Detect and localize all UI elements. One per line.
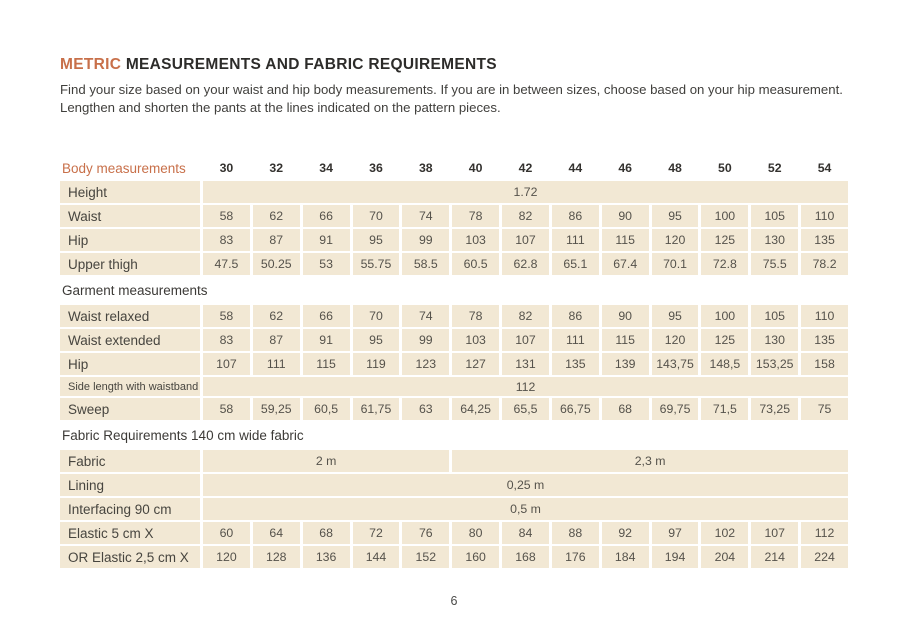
value-cell: 99 — [402, 329, 449, 351]
value-cell: 64 — [253, 522, 300, 544]
row-label: Elastic 5 cm X — [60, 522, 200, 544]
value-cell: 64,25 — [452, 398, 499, 420]
value-cell: 127 — [452, 353, 499, 375]
value-cell: 87 — [253, 329, 300, 351]
value-cell: 102 — [701, 522, 748, 544]
value-cell: 55.75 — [353, 253, 400, 275]
row-label: Hip — [60, 229, 200, 251]
value-cell: 111 — [552, 329, 599, 351]
value-cell: 130 — [751, 329, 798, 351]
value-cell: 88 — [552, 522, 599, 544]
value-cell: 107 — [203, 353, 250, 375]
value-cell: 60 — [203, 522, 250, 544]
value-cell: 125 — [701, 229, 748, 251]
value-cell: 119 — [353, 353, 400, 375]
value-cell: 59,25 — [253, 398, 300, 420]
size-header-34: 34 — [319, 161, 333, 175]
size-header-38: 38 — [418, 161, 433, 175]
value-cell: 69,75 — [652, 398, 699, 420]
value-cell: 148,5 — [701, 353, 748, 375]
row-label: Waist extended — [60, 329, 200, 351]
value-cell: 70 — [353, 305, 400, 327]
value-cell: 73,25 — [751, 398, 798, 420]
value-cell: 62 — [253, 305, 300, 327]
value-cell: 111 — [253, 353, 300, 375]
value-cell: 90 — [602, 205, 649, 227]
value-cell: 68 — [303, 522, 350, 544]
row-label: Upper thigh — [60, 253, 200, 275]
value-cell: 62 — [253, 205, 300, 227]
value-cell: 204 — [701, 546, 748, 568]
value-cell: 60.5 — [452, 253, 499, 275]
merged-value-cell: 0,5 m — [203, 498, 848, 520]
merged-value-cell: 1.72 — [203, 181, 848, 203]
title-rest: MEASUREMENTS AND FABRIC REQUIREMENTS — [121, 56, 497, 73]
value-cell: 107 — [502, 329, 549, 351]
value-cell: 76 — [402, 522, 449, 544]
value-cell: 90 — [602, 305, 649, 327]
value-cell: 103 — [452, 329, 499, 351]
page-title — [60, 56, 848, 74]
value-cell: 78 — [452, 205, 499, 227]
value-cell: 139 — [602, 353, 649, 375]
table-header-label: Body measurements — [62, 160, 186, 176]
value-cell: 95 — [353, 329, 400, 351]
row-label: Height — [60, 181, 200, 203]
row-label: Waist relaxed — [60, 305, 200, 327]
value-cell: 65.1 — [552, 253, 599, 275]
size-header-46: 46 — [618, 161, 633, 175]
row-label: OR Elastic 2,5 cm X — [60, 546, 200, 568]
value-cell: 130 — [751, 229, 798, 251]
section-header: Garment measurements — [62, 282, 208, 298]
value-cell: 70 — [353, 205, 400, 227]
value-cell: 91 — [303, 329, 350, 351]
value-cell: 78 — [452, 305, 499, 327]
value-cell: 83 — [203, 329, 250, 351]
value-cell: 160 — [452, 546, 499, 568]
value-cell: 214 — [751, 546, 798, 568]
value-cell: 100 — [701, 205, 748, 227]
value-cell: 74 — [402, 305, 449, 327]
merged-value-cell: 0,25 m — [203, 474, 848, 496]
value-cell: 72 — [353, 522, 400, 544]
value-cell: 110 — [801, 305, 848, 327]
value-cell: 143,75 — [652, 353, 699, 375]
value-cell: 80 — [452, 522, 499, 544]
value-cell: 95 — [652, 205, 699, 227]
value-cell: 53 — [303, 253, 350, 275]
value-cell: 58 — [203, 305, 250, 327]
value-cell: 75.5 — [751, 253, 798, 275]
value-cell: 82 — [502, 305, 549, 327]
row-label: Side length with waistband — [60, 377, 200, 396]
value-cell: 87 — [253, 229, 300, 251]
value-cell: 184 — [602, 546, 649, 568]
value-cell: 115 — [602, 229, 649, 251]
value-cell: 66 — [303, 305, 350, 327]
value-cell: 168 — [502, 546, 549, 568]
value-cell: 62.8 — [502, 253, 549, 275]
value-cell: 107 — [751, 522, 798, 544]
section-header: Fabric Requirements 140 cm wide fabric — [62, 427, 304, 443]
value-cell: 125 — [701, 329, 748, 351]
size-header-30: 30 — [219, 161, 234, 175]
value-cell: 50.25 — [253, 253, 300, 275]
size-header-40: 40 — [468, 161, 483, 175]
value-cell: 123 — [402, 353, 449, 375]
value-cell: 100 — [701, 305, 748, 327]
value-cell: 71,5 — [701, 398, 748, 420]
size-header-54: 54 — [817, 161, 832, 175]
size-header-50: 50 — [718, 161, 732, 175]
value-cell: 83 — [203, 229, 250, 251]
value-cell: 75 — [801, 398, 848, 420]
intro-text: Find your size based on your waist and hip body measurements. If you are in between sizes, choose based on your hip measurement. Lengthen and shorten the pants at the lines indicated on the pattern pieces. — [60, 82, 843, 115]
value-cell: 95 — [353, 229, 400, 251]
title-accent: METRIC — [60, 56, 122, 73]
size-header-42: 42 — [518, 161, 533, 175]
size-header-44: 44 — [568, 161, 583, 175]
value-cell: 144 — [353, 546, 400, 568]
value-cell: 58 — [203, 398, 250, 420]
value-cell: 82 — [502, 205, 549, 227]
size-header-52: 52 — [767, 161, 782, 175]
value-cell: 111 — [552, 229, 599, 251]
value-cell: 115 — [602, 329, 649, 351]
value-cell: 120 — [652, 229, 699, 251]
size-header-32: 32 — [269, 161, 284, 175]
value-cell: 72.8 — [701, 253, 748, 275]
value-cell: 105 — [751, 205, 798, 227]
value-cell: 65,5 — [502, 398, 549, 420]
merged-value-cell: 2 m — [203, 450, 449, 472]
value-cell: 112 — [801, 522, 848, 544]
value-cell: 66 — [303, 205, 350, 227]
value-cell: 176 — [552, 546, 599, 568]
size-header-36: 36 — [369, 161, 383, 175]
value-cell: 158 — [801, 353, 848, 375]
measurement-table — [60, 157, 848, 568]
value-cell: 120 — [652, 329, 699, 351]
value-cell: 70.1 — [652, 253, 699, 275]
value-cell: 86 — [552, 305, 599, 327]
value-cell: 95 — [652, 305, 699, 327]
value-cell: 105 — [751, 305, 798, 327]
value-cell: 67.4 — [602, 253, 649, 275]
value-cell: 92 — [602, 522, 649, 544]
page-number: 6 — [450, 594, 458, 608]
value-cell: 58.5 — [402, 253, 449, 275]
value-cell: 47.5 — [203, 253, 250, 275]
value-cell: 136 — [303, 546, 350, 568]
value-cell: 66,75 — [552, 398, 599, 420]
merged-value-cell: 2,3 m — [452, 450, 848, 472]
value-cell: 110 — [801, 205, 848, 227]
row-label: Sweep — [60, 398, 200, 420]
value-cell: 128 — [253, 546, 300, 568]
row-label: Waist — [60, 205, 200, 227]
merged-value-cell: 112 — [203, 377, 848, 396]
value-cell: 68 — [602, 398, 649, 420]
value-cell: 91 — [303, 229, 350, 251]
value-cell: 107 — [502, 229, 549, 251]
value-cell: 135 — [801, 229, 848, 251]
value-cell: 58 — [203, 205, 250, 227]
value-cell: 224 — [801, 546, 848, 568]
value-cell: 78.2 — [801, 253, 848, 275]
value-cell: 135 — [801, 329, 848, 351]
row-label: Interfacing 90 cm — [60, 498, 200, 520]
row-label: Hip — [60, 353, 200, 375]
size-header-48: 48 — [668, 161, 682, 175]
value-cell: 84 — [502, 522, 549, 544]
row-label: Lining — [60, 474, 200, 496]
value-cell: 99 — [402, 229, 449, 251]
value-cell: 61,75 — [353, 398, 400, 420]
value-cell: 131 — [502, 353, 549, 375]
value-cell: 86 — [552, 205, 599, 227]
value-cell: 60,5 — [303, 398, 350, 420]
value-cell: 115 — [303, 353, 350, 375]
value-cell: 135 — [552, 353, 599, 375]
value-cell: 74 — [402, 205, 449, 227]
value-cell: 120 — [203, 546, 250, 568]
row-label: Fabric — [60, 450, 200, 472]
value-cell: 153,25 — [751, 353, 798, 375]
value-cell: 152 — [402, 546, 449, 568]
value-cell: 97 — [652, 522, 699, 544]
value-cell: 63 — [402, 398, 449, 420]
value-cell: 103 — [452, 229, 499, 251]
value-cell: 194 — [652, 546, 699, 568]
